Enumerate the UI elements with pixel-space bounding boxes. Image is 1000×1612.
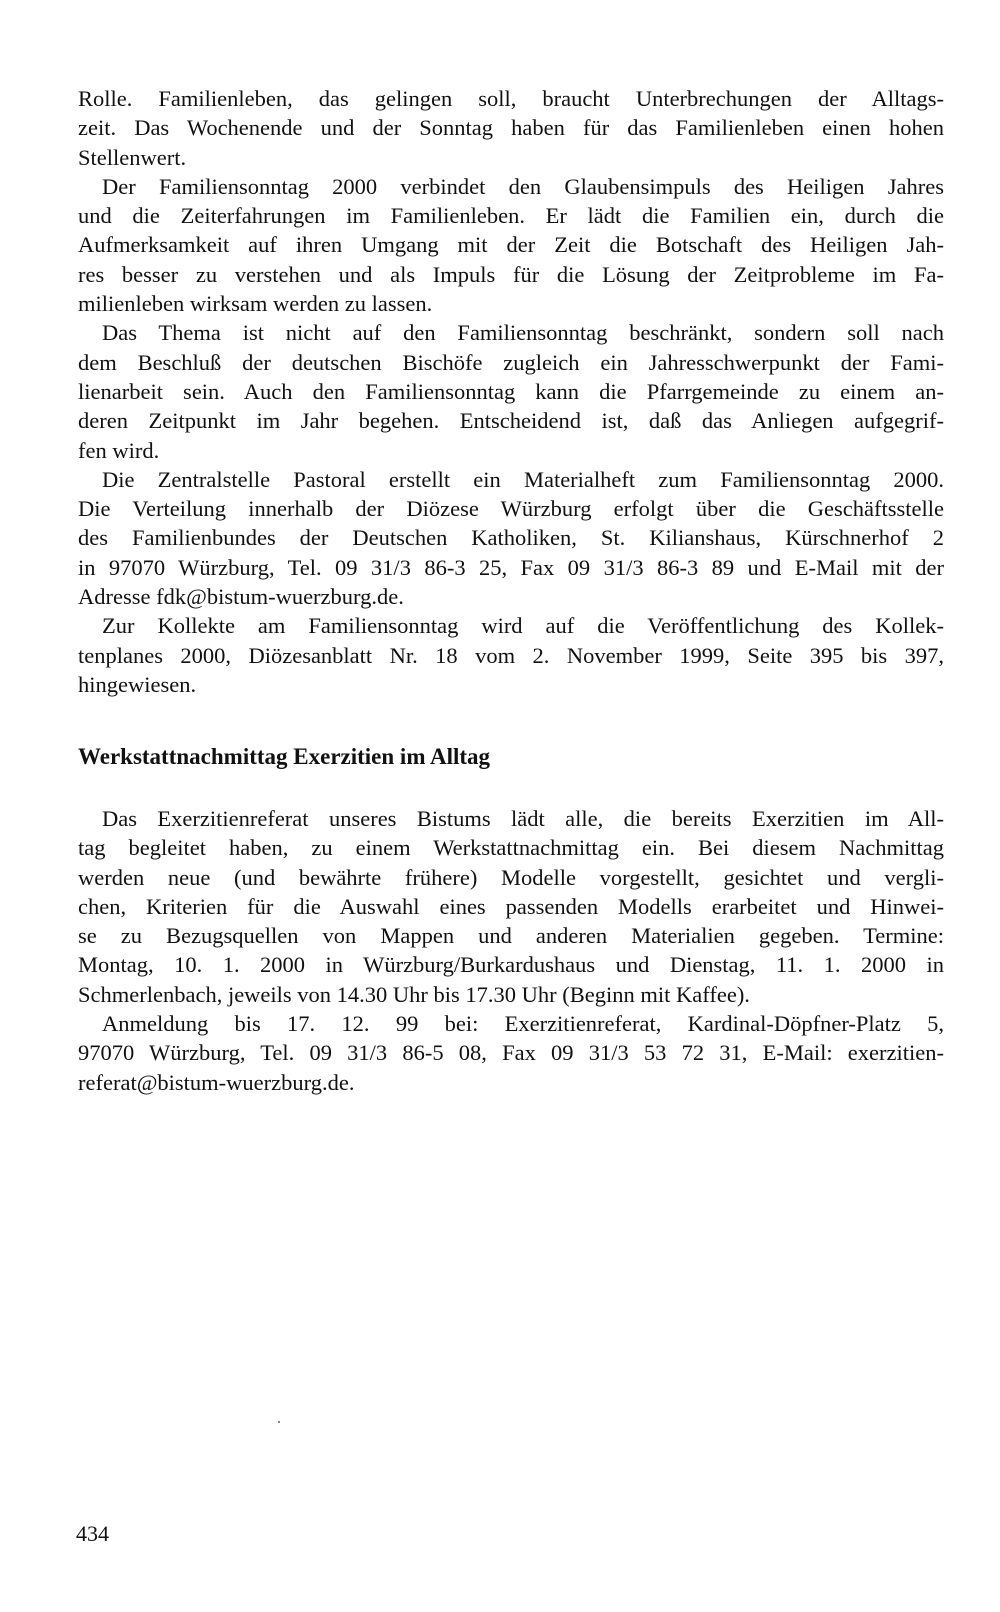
text-line: tag begleitet haben, zu einem Werkstattnachmittag ein. Bei diesem Nachmittag <box>78 835 944 861</box>
section-werkstattnachmittag <box>78 804 944 1097</box>
text-line: Das Exerzitienreferat unseres Bistums lädt alle, die bereits Exerzitien im All- <box>102 806 944 831</box>
paragraph-4 <box>78 465 944 611</box>
text-line: milienleben wirksam werden zu lassen. <box>78 291 433 317</box>
text-line: in 97070 Würzburg, Tel. 09 31/3 86-3 25, Fax 09 31/3 86-3 89 und E-Mail mit der <box>78 554 944 580</box>
section-familiensonntag <box>78 84 944 699</box>
text-line: Der Familiensonntag 2000 verbindet den Glaubensimpuls des Heiligen Jahres <box>102 173 944 199</box>
text-line: und die Zeiterfahrungen im Familienleben. Er lädt die Familien ein, durch die <box>78 203 944 229</box>
speck-mark <box>278 1421 280 1423</box>
text-line: Rolle. Familienleben, das gelingen soll, braucht Unterbrechungen der Alltags- <box>78 86 944 111</box>
paragraph-7 <box>78 1009 944 1097</box>
paragraph-5 <box>78 611 944 699</box>
paragraph-1 <box>78 84 944 172</box>
text-line: des Familienbundes der Deutschen Katholiken, St. Kilianshaus, Kürschnerhof 2 <box>78 525 944 551</box>
text-line: werden neue (und bewährte frühere) Modelle vorgestellt, gesichtet und vergli- <box>78 864 944 890</box>
page-number: 434 <box>76 1521 109 1546</box>
text-line: Die Verteilung innerhalb der Diözese Würzburg erfolgt über die Geschäftsstelle <box>78 496 944 522</box>
text-line: fen wird. <box>78 437 160 463</box>
text-line: Zur Kollekte am Familiensonntag wird auf die Veröffentlichung des Kollek- <box>102 613 944 639</box>
text-line: se zu Bezugsquellen von Mappen und anderen Materialien gegeben. Termine: <box>78 923 944 949</box>
text-line: referat@bistum-wuerzburg.de. <box>78 1069 355 1095</box>
text-line: Stellenwert. <box>78 144 187 170</box>
text-line: tenplanes 2000, Diözesanblatt Nr. 18 vom 2. November 1999, Seite 395 bis 397, <box>78 642 944 668</box>
text-line: chen, Kriterien für die Auswahl eines passenden Modells erarbeitet und Hinwei- <box>78 893 944 919</box>
section-heading: Werkstattnachmittag Exerzitien im Alltag <box>78 744 491 769</box>
text-line: 97070 Würzburg, Tel. 09 31/3 86-5 08, Fax 09 31/3 53 72 31, E-Mail: exerzitien- <box>78 1040 944 1066</box>
text-line: Die Zentralstelle Pastoral erstellt ein Materialheft zum Familiensonntag 2000. <box>102 466 944 492</box>
text-line: lienarbeit sein. Auch den Familiensonntag kann die Pfarrgemeinde zu einem an- <box>78 378 944 404</box>
text-line: Montag, 10. 1. 2000 in Würzburg/Burkardushaus und Dienstag, 11. 1. 2000 in <box>78 952 944 978</box>
paragraph-3 <box>78 318 944 464</box>
text-line: hingewiesen. <box>78 671 197 697</box>
paragraph-6 <box>78 804 944 1009</box>
text-line: deren Zeitpunkt im Jahr begehen. Entscheidend ist, daß das Anliegen aufgegrif- <box>78 408 944 434</box>
text-line: Aufmerksamkeit auf ihren Umgang mit der Zeit die Botschaft des Heiligen Jah- <box>78 232 944 258</box>
text-line: Das Thema ist nicht auf den Familiensonntag beschränkt, sondern soll nach <box>102 320 944 346</box>
text-line: res besser zu verstehen und als Impuls für die Lösung der Zeitprobleme im Fa- <box>78 261 944 287</box>
paragraph-2 <box>78 172 944 318</box>
text-line: Schmerlenbach, jeweils von 14.30 Uhr bis 17.30 Uhr (Beginn mit Kaffee). <box>78 981 750 1007</box>
text-line: dem Beschluß der deutschen Bischöfe zugleich ein Jahresschwerpunkt der Fami- <box>78 349 944 375</box>
text-line: Anmeldung bis 17. 12. 99 bei: Exerzitienreferat, Kardinal-Döpfner-Platz 5, <box>102 1011 944 1037</box>
text-line: zeit. Das Wochenende und der Sonntag haben für das Familienleben einen hohen <box>78 115 944 141</box>
text-line: Adresse fdk@bistum-wuerzburg.de. <box>78 584 404 610</box>
